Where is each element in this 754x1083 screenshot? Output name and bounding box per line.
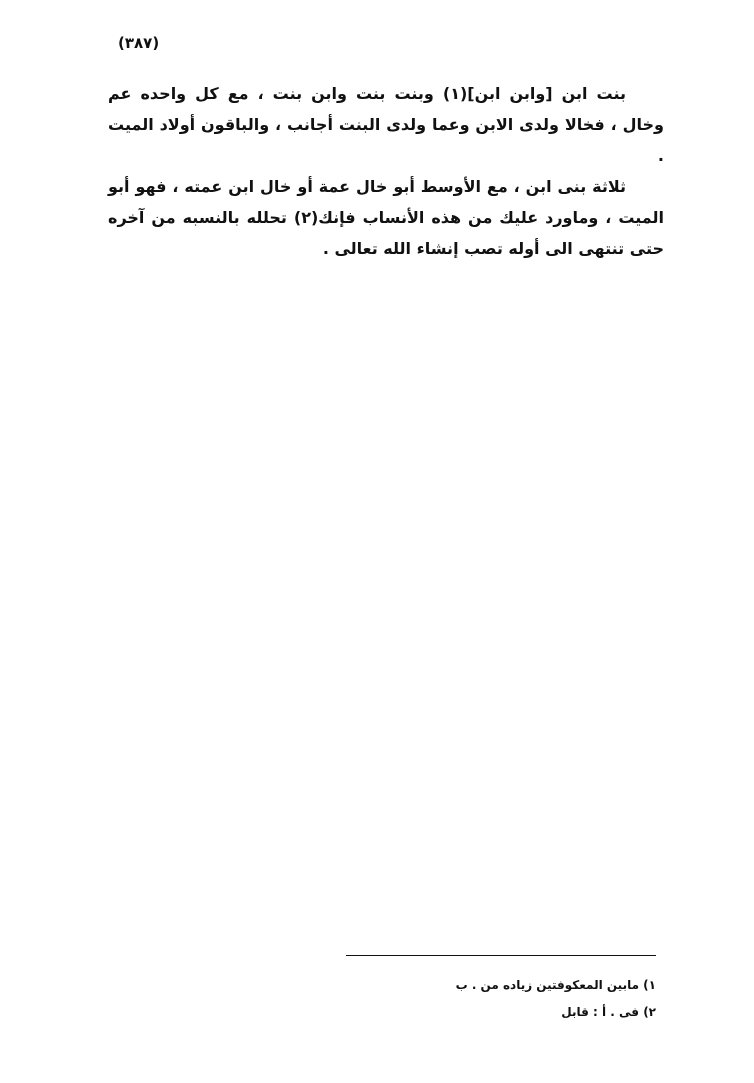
paragraph-2: ثلاثة بنى ابن ، مع الأوسط أبو خال عمة أو خال ابن عمته ، فهو أبو الميت ، وماورد عليك من هذه الأنساب فإنك(٢) تحلله بالنسبه من آخره حتى تنتهى الى أوله تصب إنشاء الله تعالى . (108, 177, 665, 258)
footnotes (300, 972, 656, 1026)
footnote-1: ١) مابين المعكوفتين زياده من . ب (455, 978, 656, 992)
main-text (108, 78, 664, 264)
page-number: (٣٨٧) (118, 34, 160, 52)
paragraph-1: بنت ابن [وابن ابن](١) وبنت بنت وابن بنت ، مع كل واحده عم وخال ، فخالا ولدى الابن وعما ولدى البنت أجانب ، والباقون أولاد الميت . (108, 84, 664, 165)
footnote-divider (346, 955, 656, 956)
footnote-2: ٢) فى . أ : قابل (561, 1005, 656, 1019)
